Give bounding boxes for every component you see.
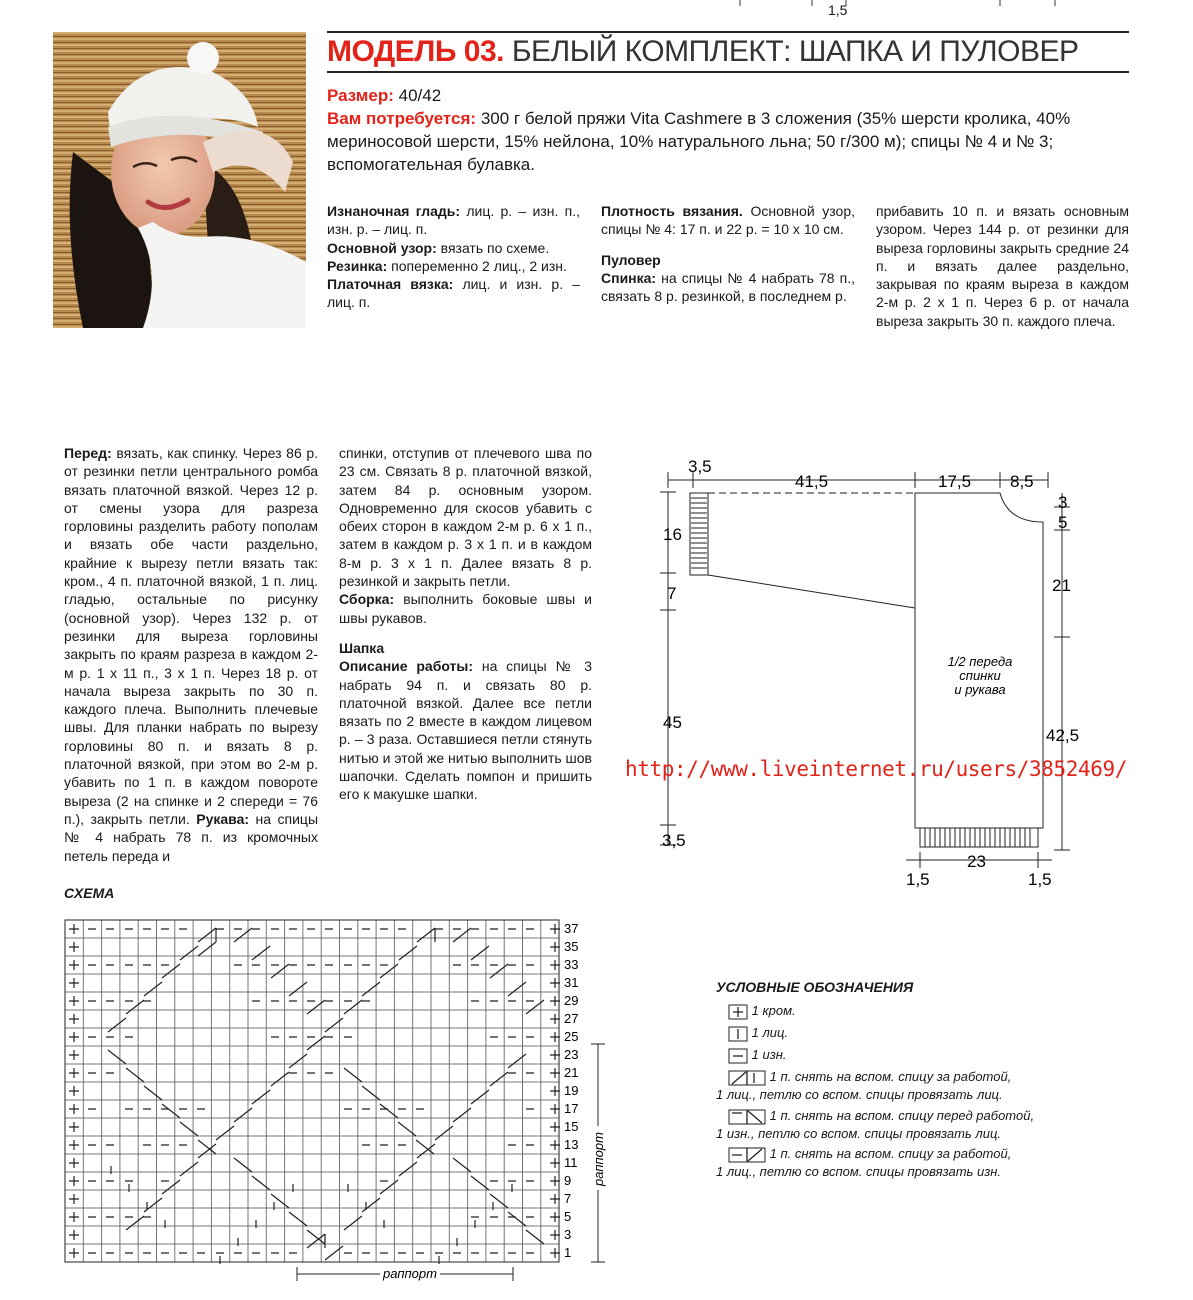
cable-right-icon [728,1070,766,1086]
legend-text: 1 п. снять на вспом. спицу перед работой, [769,1108,1035,1123]
edge-stitch-icon [728,1004,748,1020]
hat-text: на спицы № 3 набрать 94 п. и связать 80 р. платочной вязкой. Далее все петли вязать по 2 вместе в каждом лицевом р. – 3 раза. Оставшиеся петли стянуть нитью и этой же нитью выполнить шов шапочки. Сделать помпон и пришить его к макушке шапки. [339,658,592,803]
row-number: 9 [564,1173,572,1188]
schema-title: СХЕМА [64,885,115,901]
legend-item [728,1046,787,1064]
back-label: Спинка: [601,269,657,286]
legend-text: 1 лиц., петлю со вспом. спицы провязать лиц. [716,1086,1003,1102]
dim-label: 16 [663,525,682,544]
row-number: 17 [564,1101,579,1116]
front-column [64,444,318,865]
legend-text: 1 лиц. [751,1025,789,1040]
size-value: 40/42 [398,86,442,105]
row-number: 23 [564,1047,579,1062]
row-number: 19 [564,1083,579,1098]
dim-label: 23 [967,852,986,871]
garment-pattern-diagram [640,450,1100,900]
front-text: вязать, как спинку. Через 86 р. от резинки петли центрального ромба вязать платочной вязкой. Через 12 р. от смены узора для разреза горловины разделить работу пополам и вязать обе части раздельно, крайние к вырезу петли вязать так: кром., 4 п. платочной вязкой, 1 п. лиц. гладью, остальные по рисунку (основной узор). Через 132 р. от резинки для выреза горловины закрыть по краям разреза в каждом 2-м р. 1 х 11 п., 3 х 1 п. Через 18 р. от начала выреза закрыть по 30 п. каждого плеча. Выполнить плечевые швы. Для планки набрать по вырезу горловины 80 п. и вязать 8 р. платочной вязкой, при этом во 2-м р. убавить по 1 п. в каждом повороте выреза (2 на спинке и 2 спереди = 76 п.), закрыть петли. [64,445,318,827]
diagram-inner-label: и рукава [954,682,1006,697]
dim-label: 1,5 [1028,870,1052,889]
front-label: Перед: [64,445,112,461]
diagram-inner-label: 1/2 переда [947,654,1013,669]
materials-line [327,107,1127,176]
diagram-inner-label: спинки [959,668,1001,683]
stitches-column [327,202,580,312]
assembly-label: Сборка: [339,591,395,608]
row-number: 35 [564,939,579,954]
dim-label: 1,5 [906,870,930,889]
dim-label: 42,5 [1046,726,1080,745]
row-number: 3 [564,1227,572,1242]
row-number: 33 [564,957,579,972]
row-number: 15 [564,1119,579,1134]
model-name: БЕЛЫЙ КОМПЛЕКТ: ШАПКА И ПУЛОВЕР [511,35,1079,68]
photo-illustration [53,32,306,328]
model-photo [53,32,306,328]
sleeves-text: на спицы № 4 набрать 78 п. из кромочных петель переда и [64,810,319,864]
stitch-label: Изнаночная гладь: [327,203,461,219]
legend-title: УСЛОВНЫЕ ОБОЗНАЧЕНИЯ [716,979,914,995]
title-rule-bottom [327,71,1129,73]
dim-label: 45 [663,713,682,732]
stitch-label: Основной узор: [327,239,437,256]
row-number: 27 [564,1011,579,1026]
stitch-text: попеременно 2 лиц., 2 изн. [391,257,567,274]
fragment-lines [700,0,1060,22]
row-number: 5 [564,1209,572,1224]
hat-heading: Шапка [339,639,385,656]
back-text: на спицы № 4 набрать 78 п., связать 8 р. резинкой, в последнем р. [601,269,855,305]
sleeves-continued-text: спинки, отступив от плечевого шва по 23 см. Связать 8 р. платочной вязкой, затем 84 р. основным узором. Одновременно для скосов убавить с обеих сторон в каждом 2-м р. 6 х 1 п., затем в каждом р. 3 х 1 п. и в каждом 8-м р. 3 х 1 п. Далее вязать 8 р. резинкой и закрыть петли. [339,445,592,590]
size-line [327,84,1127,107]
article-title [327,31,1129,73]
gauge-text: Основной узор, спицы № 4: 17 п. и 22 р. = 10 х 10 см. [601,203,855,238]
rapport-vertical-label: раппорт [591,1132,606,1186]
stitch-text: вязать по схеме. [440,239,550,256]
row-number: 21 [564,1065,579,1080]
knitting-chart [60,916,620,1288]
size-label: Размер: [327,86,394,105]
dim-label: 21 [1052,576,1071,595]
dim-label: 7 [667,584,677,603]
legend-item [716,1145,1011,1180]
rapport-horizontal-label: раппорт [383,1266,437,1281]
legend-item [728,1002,796,1020]
row-number: 7 [564,1191,572,1206]
dim-label: 5 [1058,513,1068,532]
row-number: 13 [564,1137,579,1152]
stitch-text: лиц. р. – изн. п., изн. р. – лиц. п. [327,203,581,238]
model-number: МОДЕЛЬ 03. [327,35,504,68]
gauge-label: Плотность вязания. [601,203,743,219]
legend-text: 1 изн., петлю со вспом. спицы провязать лиц. [716,1125,1002,1141]
knit-stitch-icon [728,1026,748,1042]
row-number: 1 [564,1245,572,1260]
fragment-label: 1,5 [828,2,848,18]
sleeves-label: Рукава: [196,810,250,827]
legend-item [728,1024,788,1042]
purl-stitch-icon [728,1048,748,1064]
row-number: 37 [564,921,579,936]
materials-label: Вам потребуется: [327,109,477,128]
legend-text: 1 кром. [751,1003,796,1018]
sleeves-column [339,444,592,804]
dim-label: 41,5 [795,472,829,491]
materials-value: 300 г белой пряжи Vita Cashmere в 3 сложения (35% шерсти кролика, 40% мериносовой шерсти, 15% нейлона, 10% натурального льна; 50 г/300 м); спицы № 4 и № 3; вспомогательная булавка. [327,109,1071,174]
row-number-labels [564,921,578,1260]
hat-label: Описание работы: [339,658,474,675]
stitch-label: Платочная вязка: [327,276,454,293]
row-number: 25 [564,1029,579,1044]
gauge-column [601,202,855,305]
row-number: 31 [564,975,579,990]
legend-text: 1 изн. [751,1047,787,1062]
legend-text: 1 п. снять на вспом. спицу за работой, [769,1069,1012,1084]
cable-left-icon [728,1109,766,1125]
assembly-text: выполнить боковые швы и швы рукавов. [339,591,592,626]
dim-label: 3 [1058,493,1068,512]
legend-text: 1 п. снять на вспом. спицу за работой, [769,1146,1012,1161]
page-title [327,33,1129,71]
pullover-heading: Пуловер [601,251,661,268]
row-number: 29 [564,993,579,1008]
cable-purl-icon [728,1147,766,1163]
back-continued-text: прибавить 10 п. и вязать основным узором. Через 144 р. от резинки для выреза горловины закрыть средние 24 п. и вязать далее раздельно, закрывая по краям выреза в каждом 2-м р. 2 х 1 п. Через 6 р. от начала выреза закрыть 30 п. каждого плеча. [876,203,1129,329]
row-number: 11 [564,1155,578,1170]
dim-label: 3,5 [688,457,712,476]
dim-label: 8,5 [1010,472,1034,491]
intro-block [327,84,1127,176]
legend-item [716,1068,1011,1103]
dim-label: 3,5 [662,831,686,850]
watermark-url: http://www.liveinternet.ru/users/3852469/ [625,757,1127,781]
chart-grid [65,920,559,1262]
stitch-text: лиц. и изн. р. – лиц. п. [327,276,580,311]
back-continued-column [876,202,1129,330]
legend-text: 1 лиц., петлю со вспом. спицы провязать изн. [716,1163,1002,1179]
legend-item [716,1107,1034,1142]
stitch-label: Резинка: [327,257,388,274]
dim-label: 17,5 [938,472,972,491]
previous-diagram-fragment [700,0,1060,22]
